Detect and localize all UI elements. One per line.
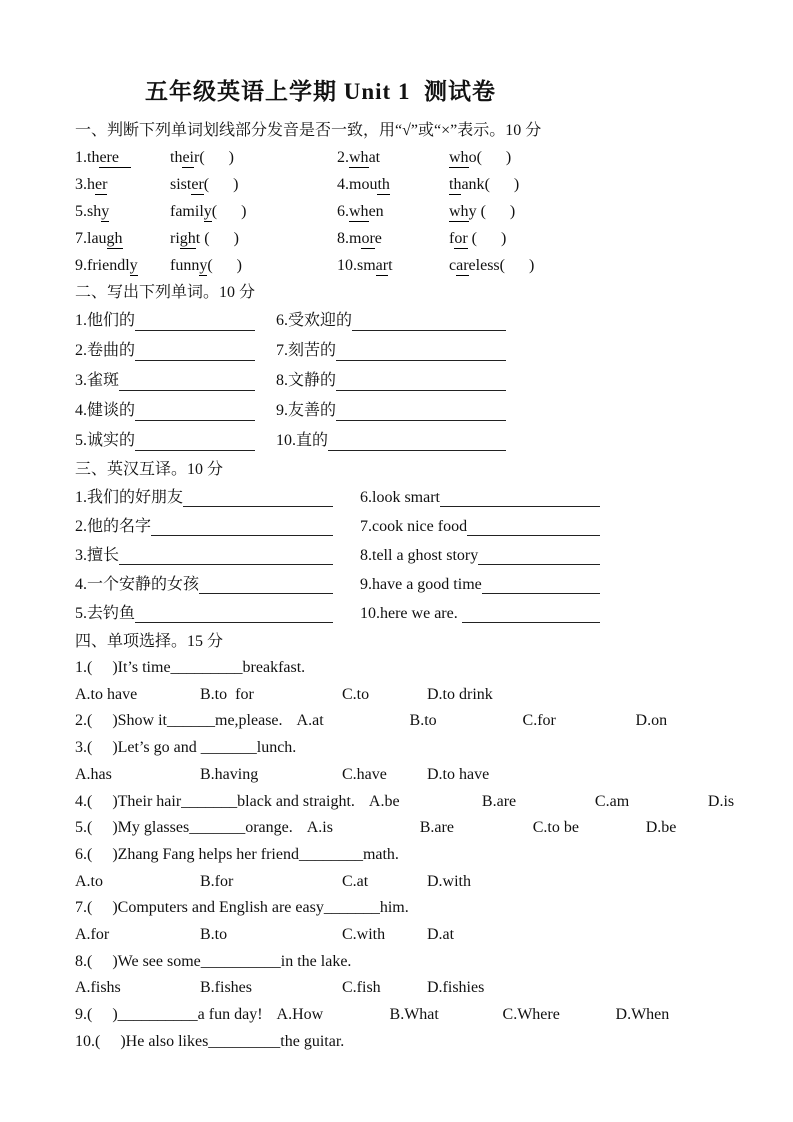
item-label: 10.here we are.: [360, 605, 462, 622]
blank-underline: [462, 599, 600, 623]
pronunciation-row: [75, 252, 743, 279]
item-label: 4.一个安静的女孩: [75, 576, 200, 593]
underlined-letters: y: [199, 257, 208, 274]
word-second: thank( ): [449, 176, 520, 193]
page-title: 五年级英语上学期 Unit 1 测试卷: [145, 79, 496, 104]
blank-item: [75, 599, 333, 628]
word-first: 6.when: [337, 203, 384, 220]
question-line: [75, 708, 743, 735]
section2-heading: 二、写出下列单词。10 分: [75, 284, 256, 301]
answer-option: B.to: [200, 926, 228, 944]
answer-option: C.at: [342, 872, 369, 890]
word-first: 7.laugh: [75, 230, 123, 247]
underlined-letters: ar: [375, 257, 389, 274]
blank-underline: [119, 366, 255, 391]
blank-row: [75, 483, 743, 512]
blank-item: [360, 512, 600, 541]
blank-underline: [440, 483, 600, 507]
answer-option: D.to have: [427, 765, 490, 783]
item-label: 2.卷曲的: [75, 342, 136, 359]
underlined-letters: th: [377, 176, 390, 193]
underlined-letters: y: [203, 203, 212, 220]
word-second: for ( ): [449, 230, 507, 247]
word-second: who( ): [449, 149, 512, 166]
blank-underline: [183, 483, 333, 507]
answer-option: B.to: [409, 712, 437, 730]
item-label: 5.去钓鱼: [75, 605, 136, 622]
item-label: 6.受欢迎的: [276, 312, 353, 329]
blank-underline: [467, 512, 600, 536]
section2-word-list: [75, 306, 743, 456]
word-first: 1.there: [75, 144, 170, 171]
underlined-letters: ere: [99, 149, 119, 166]
answer-option: B.for: [200, 872, 234, 890]
section4-choice-list: [75, 655, 743, 1056]
blank-item: [75, 541, 333, 570]
answer-option: C.for: [522, 712, 556, 730]
item-label: 7.cook nice food: [360, 518, 468, 535]
blank-item: [360, 570, 600, 599]
question-line: [75, 922, 743, 949]
question-line: [75, 735, 743, 762]
blank-underline: [135, 336, 255, 361]
word-first: 8.more: [337, 230, 382, 247]
item-label: 3.擅长: [75, 547, 120, 564]
question-line: [75, 682, 743, 709]
answer-option: A.at: [296, 712, 324, 730]
blank-item: [75, 306, 255, 336]
answer-option: A.has: [75, 765, 112, 783]
word-second: funny( ): [170, 257, 242, 274]
word-first: 9.friendly: [75, 257, 138, 274]
underlined-letters: or: [454, 230, 468, 247]
blank-underline: [478, 541, 600, 565]
blank-underline: [135, 306, 255, 331]
answer-option: D.is: [707, 792, 735, 810]
word-first: 2.what: [337, 149, 381, 166]
word-first: 10.smart: [337, 257, 393, 274]
blank-underline: [199, 570, 333, 594]
trailing-underline: [119, 149, 131, 168]
question-line: [75, 1002, 743, 1029]
blank-row: [75, 306, 743, 336]
question-stem: 5.( )My glasses_______orange.: [75, 819, 293, 837]
answer-option: C.to: [342, 685, 370, 703]
answer-option: D.on: [635, 712, 668, 730]
answer-option: A.to have: [75, 685, 138, 703]
underlined-letters: ar: [456, 257, 469, 274]
section4-heading: 四、单项选择。15 分: [75, 633, 224, 650]
answer-option: D.at: [427, 926, 455, 944]
question-line: [75, 895, 743, 922]
word-second: their( ): [170, 149, 234, 166]
word-first: 5.shy: [75, 203, 110, 220]
blank-underline: [336, 396, 506, 421]
answer-option: B.are: [481, 792, 517, 810]
section1-heading: 一、判断下列单词划线部分发音是否一致，用“√”或“×”表示。10 分: [75, 122, 542, 139]
blank-underline: [482, 570, 600, 594]
blank-underline: [336, 366, 506, 391]
blank-item: [276, 336, 506, 366]
pronunciation-row: [75, 171, 743, 198]
answer-option: A.for: [75, 926, 110, 944]
item-label: 7.刻苦的: [276, 342, 337, 359]
blank-underline: [336, 336, 506, 361]
answer-option: C.with: [342, 926, 386, 944]
answer-option: C.Where: [502, 1006, 560, 1024]
blank-underline: [328, 426, 506, 451]
blank-underline: [151, 512, 333, 536]
blank-item: [75, 483, 333, 512]
underlined-letters: wh: [449, 149, 469, 166]
question-line: [75, 869, 743, 896]
question-line: [75, 789, 743, 816]
question-stem: 3.( )Let’s go and _______lunch.: [75, 739, 297, 757]
underlined-letters: er: [95, 176, 108, 193]
item-label: 9.友善的: [276, 402, 337, 419]
blank-item: [276, 426, 506, 456]
underlined-letters: gh: [106, 230, 123, 247]
question-stem: 2.( )Show it______me,please.: [75, 712, 283, 730]
item-label: 9.have a good time: [360, 576, 482, 593]
pronunciation-row: [75, 225, 743, 252]
blank-item: [75, 336, 255, 366]
answer-option: C.am: [594, 792, 630, 810]
answer-option: C.fish: [342, 979, 381, 997]
answer-option: B.having: [200, 765, 259, 783]
blank-underline: [352, 306, 506, 331]
blank-row: [75, 541, 743, 570]
question-line: [75, 762, 743, 789]
blank-item: [276, 366, 506, 396]
item-label: 2.他的名字: [75, 518, 152, 535]
blank-item: [360, 541, 600, 570]
word-second: family( ): [170, 203, 247, 220]
answer-option: B.What: [389, 1006, 439, 1024]
question-stem: 7.( )Computers and English are easy_______him.: [75, 899, 409, 917]
item-label: 10.直的: [276, 432, 329, 449]
word-second: why ( ): [449, 203, 516, 220]
item-label: 3.雀斑: [75, 372, 120, 389]
blank-row: [75, 336, 743, 366]
item-label: 1.我们的好朋友: [75, 489, 184, 506]
word-second: careless( ): [449, 257, 535, 274]
blank-row: [75, 366, 743, 396]
answer-option: B.to for: [200, 685, 254, 703]
blank-underline: [135, 599, 333, 623]
underlined-letters: wh: [349, 149, 369, 166]
question-line: [75, 815, 743, 842]
item-label: 8.tell a ghost story: [360, 547, 479, 564]
blank-item: [75, 570, 333, 599]
section3-translation-list: [75, 483, 743, 628]
underlined-letters: er: [191, 176, 204, 193]
answer-option: A.is: [306, 819, 333, 837]
blank-row: [75, 396, 743, 426]
underlined-letters: wh: [349, 203, 369, 220]
answer-option: D.When: [615, 1006, 670, 1024]
blank-row: [75, 512, 743, 541]
blank-row: [75, 599, 743, 628]
answer-option: D.be: [645, 819, 677, 837]
answer-option: C.to be: [532, 819, 579, 837]
answer-option: A.be: [368, 792, 400, 810]
pronunciation-row: [75, 144, 743, 171]
blank-underline: [119, 541, 333, 565]
blank-item: [360, 483, 600, 512]
answer-option: B.are: [419, 819, 454, 837]
answer-option: A.fishs: [75, 979, 121, 997]
answer-option: A.to: [75, 872, 103, 890]
question-line: [75, 842, 743, 869]
answer-option: C.have: [342, 765, 387, 783]
question-stem: 8.( )We see some__________in the lake.: [75, 952, 352, 970]
blank-item: [276, 306, 506, 336]
question-stem: 4.( )Their hair_______black and straight.: [75, 792, 355, 810]
underlined-letters: y: [101, 203, 110, 220]
blank-row: [75, 426, 743, 456]
answer-option: D.to drink: [427, 685, 493, 703]
underlined-letters: or: [361, 230, 375, 247]
question-line: [75, 1029, 743, 1056]
item-label: 6.look smart: [360, 489, 440, 506]
underlined-letters: gh: [179, 230, 196, 247]
answer-option: D.fishies: [427, 979, 485, 997]
question-stem: 6.( )Zhang Fang helps her friend________math.: [75, 845, 399, 863]
underlined-letters: y: [129, 257, 138, 274]
word-first: 4.mouth: [337, 176, 390, 193]
question-line: [75, 975, 743, 1002]
answer-option: D.with: [427, 872, 471, 890]
word-first: 3.her: [75, 176, 108, 193]
section3-heading: 三、英汉互译。10 分: [75, 461, 224, 478]
section1-pronunciation-list: [75, 144, 743, 279]
blank-underline: [135, 426, 255, 451]
blank-item: [75, 512, 333, 541]
item-label: 8.文静的: [276, 372, 337, 389]
question-line: [75, 949, 743, 976]
underlined-letters: th: [449, 176, 462, 193]
question-stem: 10.( )He also likes_________the guitar.: [75, 1032, 345, 1050]
answer-option: A.How: [276, 1006, 324, 1024]
answer-option: B.fishes: [200, 979, 252, 997]
question-stem: 1.( )It’s time_________breakfast.: [75, 659, 306, 676]
question-stem: 9.( )__________a fun day!: [75, 1006, 263, 1024]
underlined-letters: ei: [182, 149, 194, 166]
blank-underline: [135, 396, 255, 421]
underlined-letters: wh: [449, 203, 469, 220]
item-label: 1.他们的: [75, 312, 136, 329]
blank-item: [360, 599, 600, 628]
blank-item: [75, 366, 255, 396]
item-label: 4.健谈的: [75, 402, 136, 419]
blank-row: [75, 570, 743, 599]
item-label: 5.诚实的: [75, 432, 136, 449]
pronunciation-row: [75, 198, 743, 225]
blank-item: [75, 396, 255, 426]
word-second: right ( ): [170, 230, 239, 247]
question-line: [75, 655, 743, 682]
blank-item: [276, 396, 506, 426]
blank-item: [75, 426, 255, 456]
word-second: sister( ): [170, 176, 239, 193]
